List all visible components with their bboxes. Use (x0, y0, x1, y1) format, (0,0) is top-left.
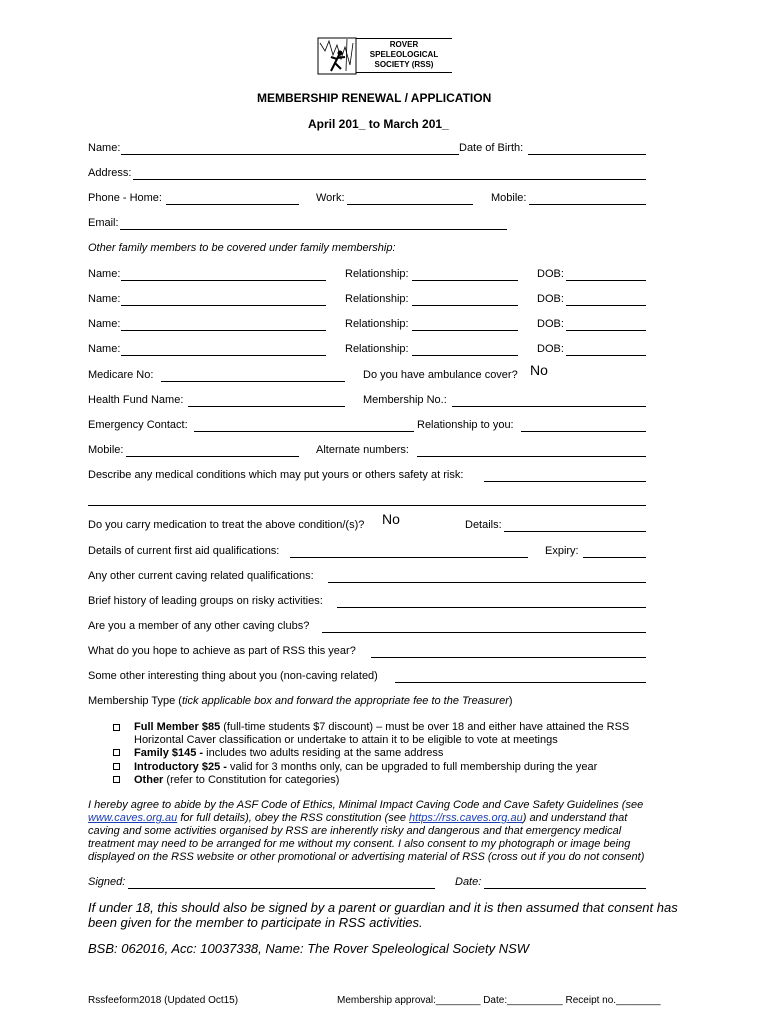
achieve-field[interactable] (371, 657, 646, 658)
family-desc: includes two adults residing at the same address (203, 747, 444, 759)
membership-no-field[interactable] (452, 406, 646, 407)
family-name-label: Name: (88, 268, 121, 280)
membership-period: April 201_ to March 201_ (308, 117, 449, 131)
caving-quals-label: Any other current caving related qualifications: (88, 570, 314, 582)
introductory-option (134, 761, 597, 773)
office-use-approval: Membership approval:________ Date:__________ Receipt no.________ (337, 995, 661, 1006)
sign-date-label: Date: (455, 876, 482, 888)
relationship-field[interactable] (412, 280, 518, 281)
membership-no-label: Membership No.: (363, 394, 447, 406)
other-clubs-field[interactable] (322, 632, 646, 633)
family-members-note: Other family members to be covered under family membership: (88, 242, 396, 254)
signed-label: Signed: (88, 876, 126, 888)
other-checkbox[interactable] (113, 776, 120, 783)
relationship-field[interactable] (412, 305, 518, 306)
full-member-desc-2: Horizontal Caver classification or undertake to attain it to be eligible to vote at meetings (134, 734, 558, 746)
bank-details: BSB: 062016, Acc: 10037338, Name: The Rover Speleological Society NSW (88, 941, 530, 956)
logo-top-rule (356, 38, 452, 39)
medication-details-label: Details: (465, 519, 502, 531)
first-aid-label: Details of current first aid qualifications: (88, 545, 280, 557)
first-aid-field[interactable] (290, 557, 528, 558)
other-title: Other (134, 774, 164, 786)
alternate-numbers-label: Alternate numbers: (316, 444, 409, 456)
agreement-line-3: caving and some activities organised by RSS are inherently risky and dangerous and that emergency medical (88, 825, 622, 837)
logo-line-2: SPELEOLOGICAL (369, 50, 439, 59)
dob-field[interactable] (528, 154, 646, 155)
medicare-field[interactable] (161, 381, 345, 382)
family-dob-field[interactable] (566, 280, 646, 281)
emergency-contact-field[interactable] (194, 431, 414, 432)
ambulance-answer[interactable]: No (530, 362, 548, 378)
mobile-field[interactable] (529, 204, 646, 205)
caver-climbing-logo-icon (317, 37, 357, 75)
logo-line-3: SOCIETY (RSS) (374, 60, 434, 69)
achieve-label: What do you hope to achieve as part of RSS this year? (88, 645, 356, 657)
family-name-label: Name: (88, 343, 121, 355)
interesting-label: Some other interesting thing about you (non-caving related) (88, 670, 378, 682)
family-dob-field[interactable] (566, 330, 646, 331)
leading-history-label: Brief history of leading groups on risky activities: (88, 595, 323, 607)
relationship-label: Relationship: (345, 268, 409, 280)
interesting-field[interactable] (395, 682, 646, 683)
agreement-line-5: displayed on the RSS website or other promotional or advertising material of RSS (cross out if you do not consent) (88, 851, 645, 863)
agreement-line-2b: ) and understand that (522, 812, 628, 824)
other-desc: (refer to Constitution for categories) (163, 774, 340, 786)
caving-quals-field[interactable] (328, 582, 646, 583)
medication-answer[interactable]: No (382, 511, 400, 527)
work-label: Work: (316, 192, 345, 204)
family-name-field[interactable] (121, 330, 326, 331)
family-name-field[interactable] (121, 355, 326, 356)
mobile-label: Mobile: (491, 192, 527, 204)
relationship-field[interactable] (412, 330, 518, 331)
medication-details-field[interactable] (504, 531, 646, 532)
agreement-line-2a: for full details), obey the RSS constitution (see (177, 812, 409, 824)
expiry-label: Expiry: (545, 545, 579, 557)
work-phone-field[interactable] (347, 204, 473, 205)
name-field[interactable] (121, 154, 459, 155)
address-label: Address: (88, 167, 132, 179)
caves-link[interactable]: www.caves.org.au (88, 812, 178, 824)
other-clubs-label: Are you a member of any other caving clubs? (88, 620, 310, 632)
agreement-line-4: treatment may need to be arranged for me without my consent. I also consent to my photograph or image being (88, 838, 631, 850)
family-name-field[interactable] (121, 305, 326, 306)
relationship-to-you-field[interactable] (521, 431, 646, 432)
family-dob-label: DOB: (537, 293, 564, 305)
email-label: Email: (88, 217, 119, 229)
emergency-mobile-field[interactable] (126, 456, 299, 457)
leading-history-field[interactable] (337, 607, 646, 608)
medical-conditions-label: Describe any medical conditions which may put yours or others safety at risk: (88, 469, 464, 481)
full-member-option (134, 721, 629, 733)
phone-home-label: Phone - Home: (88, 192, 162, 204)
relationship-label: Relationship: (345, 293, 409, 305)
relationship-field[interactable] (412, 355, 518, 356)
medicare-label: Medicare No: (88, 369, 154, 381)
rss-constitution-link[interactable]: https://rss.caves.org.au (409, 812, 523, 824)
family-dob-label: DOB: (537, 268, 564, 280)
ambulance-label: Do you have ambulance cover? (363, 369, 518, 381)
family-dob-label: DOB: (537, 318, 564, 330)
full-member-title: Full Member $85 (134, 721, 221, 733)
full-member-desc: (full-time students $7 discount) – must be over 18 and either have attained the RSS (220, 721, 630, 733)
introductory-title: Introductory $25 - (134, 761, 227, 773)
form-title: MEMBERSHIP RENEWAL / APPLICATION (257, 91, 492, 105)
agreement-text (88, 799, 668, 864)
family-name-label: Name: (88, 318, 121, 330)
family-dob-field[interactable] (566, 305, 646, 306)
signature-field[interactable] (128, 888, 435, 889)
phone-home-field[interactable] (166, 204, 299, 205)
email-field[interactable] (120, 229, 507, 230)
full-member-checkbox[interactable] (113, 724, 120, 731)
family-name-label: Name: (88, 293, 121, 305)
family-dob-label: DOB: (537, 343, 564, 355)
introductory-desc: valid for 3 months only, can be upgraded to full membership during the year (226, 761, 598, 773)
introductory-checkbox[interactable] (113, 763, 120, 770)
logo-text (356, 40, 452, 70)
family-option (134, 747, 443, 759)
family-dob-field[interactable] (566, 355, 646, 356)
membership-type-prefix: Membership Type ( (88, 695, 182, 707)
guardian-note-line-1: If under 18, this should also be signed by a parent or guardian and it is then assumed that consent has (88, 900, 678, 915)
alternate-numbers-field[interactable] (417, 456, 646, 457)
address-field[interactable] (133, 179, 646, 180)
health-fund-label: Health Fund Name: (88, 394, 184, 406)
emergency-contact-label: Emergency Contact: (88, 419, 188, 431)
dob-label: Date of Birth: (459, 142, 524, 154)
membership-type-suffix: ) (508, 695, 513, 707)
expiry-field[interactable] (583, 557, 646, 558)
emergency-mobile-label: Mobile: (88, 444, 124, 456)
family-checkbox[interactable] (113, 749, 120, 756)
other-option (134, 774, 339, 786)
medication-label: Do you carry medication to treat the above condition/(s)? (88, 519, 365, 531)
medical-conditions-field[interactable] (484, 481, 646, 482)
sign-date-field[interactable] (484, 888, 646, 889)
form-id: Rssfeeform2018 (Updated Oct15) (88, 995, 239, 1006)
family-title: Family $145 - (134, 747, 204, 759)
membership-type-label (88, 695, 513, 707)
relationship-label: Relationship: (345, 318, 409, 330)
agreement-line-2 (88, 812, 668, 825)
logo-bottom-rule (356, 72, 452, 73)
relationship-label: Relationship: (345, 343, 409, 355)
guardian-note-line-2: been given for the member to participate in RSS activities. (88, 915, 423, 930)
relationship-to-you-label: Relationship to you: (417, 419, 514, 431)
name-label: Name: (88, 142, 121, 154)
medical-conditions-field-2[interactable] (88, 505, 646, 506)
logo-line-1: ROVER (389, 40, 419, 49)
membership-type-instruction: tick applicable box and forward the appropriate fee to the Treasurer (181, 695, 509, 707)
health-fund-field[interactable] (188, 406, 345, 407)
agreement-line-1: I hereby agree to abide by the ASF Code of Ethics, Minimal Impact Caving Code and Cave Safety Guidelines (see (88, 799, 644, 811)
family-name-field[interactable] (121, 280, 326, 281)
